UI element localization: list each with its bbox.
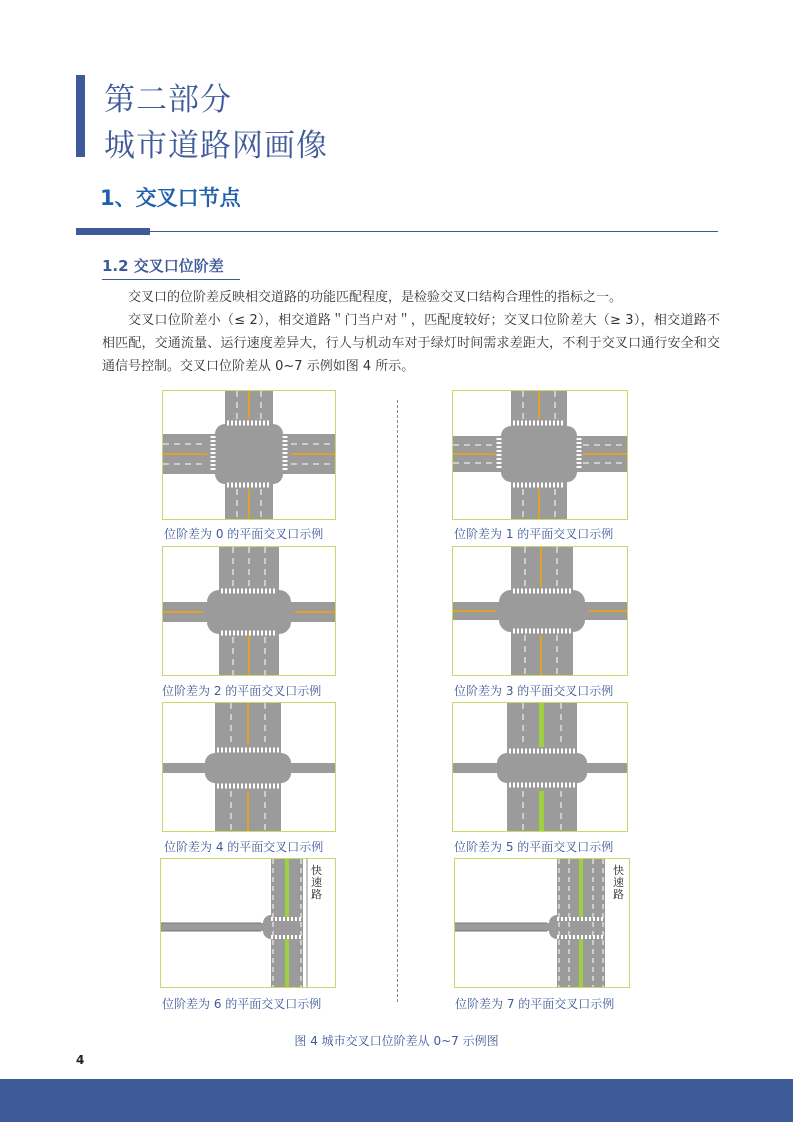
- intersection-diagram: [163, 703, 335, 831]
- intersection-diagram: [163, 547, 335, 675]
- road-label: 快速路: [613, 864, 624, 901]
- figure-title: 图 4 城市交叉口位阶差从 0~7 示例图: [294, 1034, 499, 1048]
- figure-level-3: [452, 546, 628, 676]
- figure-level-0: [162, 390, 336, 520]
- column-divider: [397, 400, 398, 1002]
- footer-band: [0, 1079, 793, 1122]
- figure-caption: 位阶差为 5 的平面交叉口示例: [454, 840, 614, 854]
- subsection-underline: [102, 279, 240, 280]
- part-title: 第二部分: [104, 82, 232, 118]
- intersection-diagram: [161, 859, 335, 987]
- part-subtitle: 城市道路网画像: [104, 128, 328, 164]
- figure-caption: 位阶差为 2 的平面交叉口示例: [162, 684, 322, 698]
- figure-caption: 位阶差为 3 的平面交叉口示例: [454, 684, 614, 698]
- figure-caption: 位阶差为 1 的平面交叉口示例: [454, 527, 614, 541]
- page-number: 4: [76, 1053, 85, 1067]
- intersection-diagram: [163, 391, 335, 519]
- figure-caption: 位阶差为 4 的平面交叉口示例: [164, 840, 324, 854]
- figure-caption: 位阶差为 0 的平面交叉口示例: [164, 527, 324, 541]
- figure-level-6: [160, 858, 336, 988]
- intersection-diagram: [455, 859, 629, 987]
- paragraph-detail: 交叉口位阶差小（≤ 2），相交道路＂门当户对＂，匹配度较好；交叉口位阶差大（≥ 3），相交道路不相匹配，交通流量、运行速度差异大，行人与机动车对于绿灯时间需求差距大，不利于交叉口通行安全和交通信号控制。交叉口位阶差从 0~7 示例如图 4 所示。: [102, 313, 720, 374]
- paragraph-intro: 交叉口的位阶差反映相交道路的功能匹配程度，是检验交叉口结构合理性的指标之一。: [128, 290, 623, 305]
- figure-caption: 位阶差为 7 的平面交叉口示例: [455, 997, 615, 1011]
- section-rule: [150, 231, 718, 232]
- section-heading: 1、交叉口节点: [100, 186, 241, 210]
- figure-caption: 位阶差为 6 的平面交叉口示例: [162, 997, 322, 1011]
- intersection-diagram: [453, 547, 627, 675]
- figure-level-4: [162, 702, 336, 832]
- intersection-diagram: [453, 703, 627, 831]
- figure-level-5: [452, 702, 628, 832]
- road-label: 快速路: [311, 864, 322, 901]
- title-accent-bar: [76, 75, 85, 157]
- figure-level-1: [452, 390, 628, 520]
- intersection-diagram: [453, 391, 627, 519]
- figure-level-7: [454, 858, 630, 988]
- subsection-heading: 1.2 交叉口位阶差: [102, 257, 224, 275]
- figure-level-2: [162, 546, 336, 676]
- section-rule-accent: [76, 228, 150, 235]
